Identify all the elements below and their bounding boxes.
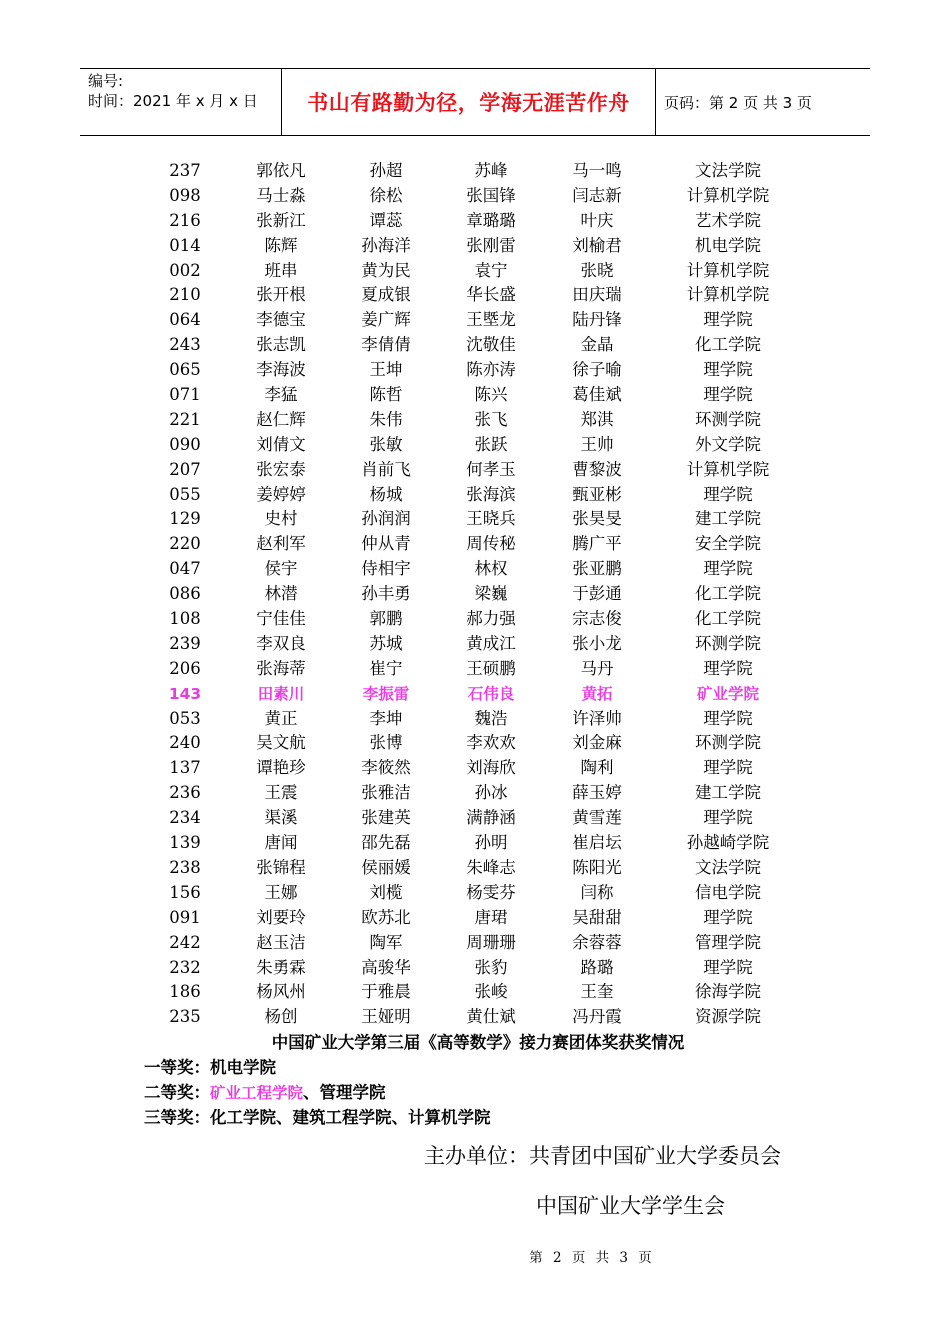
college: 外文学院 <box>695 434 761 454</box>
table-row <box>0 582 950 607</box>
member-3: 张飞 <box>474 409 508 429</box>
team-number: 047 <box>169 559 201 579</box>
member-4: 郑淇 <box>580 409 614 429</box>
member-4: 路璐 <box>580 957 614 977</box>
member-4: 陈阳光 <box>572 857 622 877</box>
member-2: 张敏 <box>369 434 403 454</box>
college: 理学院 <box>703 559 753 579</box>
team-number: 139 <box>169 833 201 853</box>
college: 文法学院 <box>695 857 761 877</box>
table-row <box>0 557 950 582</box>
member-3: 王晓兵 <box>466 509 516 529</box>
table-row <box>0 756 950 781</box>
member-3: 林权 <box>474 559 508 579</box>
member-1: 张新江 <box>256 210 306 230</box>
header-slogan: 书山有路勤为径，学海无涯苦作舟 <box>282 69 656 135</box>
first-prize-label: 一等奖： <box>144 1058 210 1077</box>
third-prize-label: 三等奖： <box>144 1108 210 1127</box>
member-2: 李筱然 <box>361 758 411 778</box>
college: 计算机学院 <box>686 285 770 305</box>
member-2: 于雅晨 <box>361 982 411 1002</box>
member-1: 姜婷婷 <box>256 484 306 504</box>
table-row <box>0 607 950 632</box>
page-header <box>80 68 870 136</box>
header-page-info: 页码：第 2 页 共 3 页 <box>664 93 812 112</box>
member-3: 张海滨 <box>466 484 516 504</box>
member-4: 闫称 <box>580 882 614 902</box>
member-4: 王帅 <box>580 434 614 454</box>
college: 计算机学院 <box>686 260 770 280</box>
table-row <box>0 383 950 408</box>
team-number: 098 <box>169 185 201 205</box>
table-row <box>0 856 950 881</box>
member-2: 孙润润 <box>361 509 411 529</box>
second-prize-label: 二等奖： <box>144 1083 210 1102</box>
member-4: 于彭通 <box>572 584 622 604</box>
member-2: 王娅明 <box>361 1007 411 1027</box>
team-number: 002 <box>169 260 201 280</box>
table-row <box>0 1005 950 1030</box>
college: 艺术学院 <box>695 210 761 230</box>
member-3: 唐珺 <box>474 907 508 927</box>
table-row <box>0 731 950 756</box>
member-4: 冯丹霞 <box>572 1007 622 1027</box>
team-number: 239 <box>169 633 201 653</box>
member-4: 吴甜甜 <box>572 907 622 927</box>
member-1: 李双良 <box>256 633 306 653</box>
college: 化工学院 <box>695 584 761 604</box>
team-number: 221 <box>169 409 201 429</box>
member-4: 崔启坛 <box>572 833 622 853</box>
college: 资源学院 <box>695 1007 761 1027</box>
table-row <box>0 259 950 284</box>
member-4: 金晶 <box>580 335 614 355</box>
team-number: 071 <box>169 385 201 405</box>
member-4: 宗志俊 <box>572 609 622 629</box>
member-2: 刘榄 <box>369 882 403 902</box>
member-1: 刘倩文 <box>256 434 306 454</box>
table-row <box>0 358 950 383</box>
member-3: 杨雯芬 <box>466 882 516 902</box>
number-label: 编号: <box>88 72 124 90</box>
member-4: 徐子喻 <box>572 360 622 380</box>
table-row <box>0 408 950 433</box>
member-1: 史村 <box>264 509 298 529</box>
member-4: 王奎 <box>580 982 614 1002</box>
member-2: 侍相宇 <box>361 559 411 579</box>
member-4: 马一鸣 <box>572 161 622 180</box>
member-1: 陈辉 <box>264 235 298 255</box>
member-1: 吴文航 <box>256 733 306 753</box>
table-row <box>0 657 950 682</box>
table-row <box>0 906 950 931</box>
table-row <box>0 781 950 806</box>
member-1: 王震 <box>264 783 298 803</box>
table-row <box>0 682 950 707</box>
college: 理学院 <box>703 957 753 977</box>
college: 理学院 <box>703 385 753 405</box>
team-number: 234 <box>169 808 201 828</box>
college: 矿业学院 <box>696 684 760 703</box>
member-2: 李振雷 <box>362 684 410 703</box>
team-number: 216 <box>169 210 201 230</box>
college: 建工学院 <box>695 509 761 529</box>
member-1: 田素川 <box>257 684 305 703</box>
college: 管理学院 <box>695 932 761 952</box>
table-row <box>0 806 950 831</box>
member-2: 欧苏北 <box>361 907 411 927</box>
member-2: 邵先磊 <box>361 833 411 853</box>
table-row <box>0 209 950 234</box>
team-number: 014 <box>169 235 201 255</box>
member-4: 许泽帅 <box>572 708 622 728</box>
college: 计算机学院 <box>686 459 770 479</box>
member-2: 王坤 <box>369 360 403 380</box>
organizer-line-2: 中国矿业大学学生会 <box>536 1194 725 1218</box>
member-4: 黄拓 <box>581 684 613 703</box>
member-1: 王娜 <box>264 882 298 902</box>
member-3: 魏浩 <box>474 708 508 728</box>
member-2: 张博 <box>369 733 403 753</box>
college: 机电学院 <box>695 235 761 255</box>
member-2: 张雅洁 <box>361 783 411 803</box>
member-2: 黄为民 <box>361 260 411 280</box>
awards-section <box>0 1029 950 1127</box>
team-number: 237 <box>169 161 201 180</box>
member-1: 张开根 <box>256 285 306 305</box>
college: 理学院 <box>703 907 753 927</box>
member-2: 夏成银 <box>361 285 411 305</box>
member-2: 谭蕊 <box>369 210 403 230</box>
member-2: 张建英 <box>361 808 411 828</box>
college: 理学院 <box>703 484 753 504</box>
second-prize-rest: 、管理学院 <box>303 1083 386 1102</box>
team-number: 064 <box>169 310 201 330</box>
member-1: 张志凯 <box>256 335 306 355</box>
member-3: 陈兴 <box>474 385 508 405</box>
page-footer: 第 2 页 共 3 页 <box>529 1250 655 1266</box>
college: 徐海学院 <box>695 982 761 1002</box>
member-3: 张刚雷 <box>466 235 516 255</box>
member-4: 曹黎波 <box>572 459 622 479</box>
table-row <box>0 831 950 856</box>
table-row <box>0 458 950 483</box>
team-number: 207 <box>169 459 201 479</box>
member-1: 赵利军 <box>256 534 306 554</box>
table-row <box>0 333 950 358</box>
member-3: 孙明 <box>474 833 508 853</box>
member-3: 黄成江 <box>466 633 516 653</box>
member-4: 腾广平 <box>572 534 622 554</box>
team-number: 232 <box>169 957 201 977</box>
member-1: 杨创 <box>264 1007 298 1027</box>
table-row <box>0 707 950 732</box>
table-row <box>0 308 950 333</box>
team-number: 055 <box>169 484 201 504</box>
college: 环测学院 <box>695 633 761 653</box>
member-3: 张跃 <box>474 434 508 454</box>
member-1: 赵玉洁 <box>256 932 306 952</box>
member-3: 王硕鹏 <box>466 658 516 678</box>
member-1: 李德宝 <box>256 310 306 330</box>
member-4: 叶庆 <box>580 210 614 230</box>
member-3: 周传秘 <box>466 534 516 554</box>
member-1: 李猛 <box>264 385 298 405</box>
member-2: 孙超 <box>369 161 403 180</box>
member-4: 薛玉婷 <box>572 783 622 803</box>
member-4: 张亚鹏 <box>572 559 622 579</box>
member-3: 梁巍 <box>474 584 508 604</box>
member-3: 刘海欣 <box>466 758 516 778</box>
member-3: 满静涵 <box>466 808 516 828</box>
member-1: 杨风州 <box>256 982 306 1002</box>
member-4: 葛佳斌 <box>572 385 622 405</box>
team-number: 065 <box>169 360 201 380</box>
team-number: 090 <box>169 434 201 454</box>
member-2: 李倩倩 <box>361 335 411 355</box>
member-4: 张小龙 <box>572 633 622 653</box>
member-1: 渠溪 <box>264 808 298 828</box>
member-2: 崔宁 <box>369 658 403 678</box>
table-row <box>0 234 950 259</box>
college: 计算机学院 <box>686 185 770 205</box>
member-3: 孙冰 <box>474 783 508 803</box>
college: 文法学院 <box>695 161 761 180</box>
team-number: 091 <box>169 907 201 927</box>
member-4: 甄亚彬 <box>572 484 622 504</box>
team-number: 238 <box>169 857 201 877</box>
team-number: 210 <box>169 285 201 305</box>
table-row <box>0 507 950 532</box>
member-3: 陈亦涛 <box>466 360 516 380</box>
member-1: 郭依凡 <box>256 161 306 180</box>
member-2: 陶军 <box>369 932 403 952</box>
team-number: 108 <box>169 609 201 629</box>
member-2: 侯丽媛 <box>361 857 411 877</box>
member-3: 石伟良 <box>467 684 515 703</box>
table-row <box>0 483 950 508</box>
member-3: 黄仕斌 <box>466 1007 516 1027</box>
member-1: 侯宇 <box>264 559 298 579</box>
member-4: 张昊旻 <box>572 509 622 529</box>
college: 理学院 <box>703 708 753 728</box>
member-3: 沈敬佳 <box>466 335 516 355</box>
awards-title: 中国矿业大学第三届《高等数学》接力赛团体奖获奖情况 <box>271 1033 685 1052</box>
member-1: 林潜 <box>264 584 298 604</box>
member-2: 朱伟 <box>369 409 403 429</box>
member-2: 陈哲 <box>369 385 403 405</box>
member-4: 余蓉蓉 <box>572 932 622 952</box>
team-number: 235 <box>169 1007 201 1027</box>
team-roster <box>0 159 950 1030</box>
first-prize <box>144 1056 276 1080</box>
member-3: 李欢欢 <box>466 733 516 753</box>
member-1: 谭艳珍 <box>256 758 306 778</box>
member-3: 何孝玉 <box>466 459 516 479</box>
organizer-line-1: 主办单位：共青团中国矿业大学委员会 <box>424 1144 781 1168</box>
member-1: 张海蒂 <box>256 658 306 678</box>
member-1: 宁佳佳 <box>256 609 306 629</box>
member-3: 张豹 <box>474 957 508 977</box>
member-3: 张峻 <box>474 982 508 1002</box>
member-3: 苏峰 <box>474 161 508 180</box>
college: 信电学院 <box>695 882 761 902</box>
table-row <box>0 956 950 981</box>
member-2: 肖前飞 <box>361 459 411 479</box>
college: 理学院 <box>703 310 753 330</box>
table-row <box>0 632 950 657</box>
college: 建工学院 <box>695 783 761 803</box>
table-row <box>0 159 950 184</box>
college: 化工学院 <box>695 335 761 355</box>
member-2: 孙海洋 <box>361 235 411 255</box>
team-number: 206 <box>169 658 201 678</box>
team-number: 220 <box>169 534 201 554</box>
table-row <box>0 532 950 557</box>
team-number: 240 <box>169 733 201 753</box>
member-1: 唐闻 <box>264 833 298 853</box>
third-prize <box>144 1106 491 1130</box>
member-2: 李坤 <box>369 708 403 728</box>
member-2: 高骏华 <box>361 957 411 977</box>
team-number: 156 <box>169 882 201 902</box>
member-4: 陶利 <box>580 758 614 778</box>
member-4: 刘榆君 <box>572 235 622 255</box>
member-1: 马士淼 <box>256 185 306 205</box>
member-2: 郭鹏 <box>369 609 403 629</box>
member-4: 田庆瑞 <box>572 285 622 305</box>
table-row <box>0 980 950 1005</box>
team-number: 243 <box>169 335 201 355</box>
team-number: 143 <box>168 684 202 703</box>
team-number: 137 <box>169 758 201 778</box>
table-row <box>0 931 950 956</box>
table-row <box>0 184 950 209</box>
member-2: 苏城 <box>369 633 403 653</box>
member-1: 黄正 <box>264 708 298 728</box>
member-3: 郝力强 <box>466 609 516 629</box>
member-3: 张国锋 <box>466 185 516 205</box>
member-2: 姜广辉 <box>361 310 411 330</box>
member-4: 张晓 <box>580 260 614 280</box>
header-meta <box>80 69 282 135</box>
member-4: 刘金麻 <box>572 733 622 753</box>
member-4: 马丹 <box>580 658 614 678</box>
table-row <box>0 881 950 906</box>
team-number: 086 <box>169 584 201 604</box>
college: 理学院 <box>703 758 753 778</box>
college: 环测学院 <box>695 409 761 429</box>
team-number: 186 <box>169 982 201 1002</box>
member-3: 袁宁 <box>474 260 508 280</box>
member-4: 黄雪莲 <box>572 808 622 828</box>
table-row <box>0 433 950 458</box>
first-prize-value: 机电学院 <box>210 1058 276 1077</box>
college: 安全学院 <box>695 534 761 554</box>
member-1: 刘要玲 <box>256 907 306 927</box>
member-3: 王塈龙 <box>466 310 516 330</box>
college: 孙越崎学院 <box>686 833 770 853</box>
member-3: 华长盛 <box>466 285 516 305</box>
member-1: 张锦程 <box>256 857 306 877</box>
member-1: 班串 <box>264 260 298 280</box>
team-number: 129 <box>169 509 201 529</box>
team-number: 053 <box>169 708 201 728</box>
member-2: 仲从青 <box>361 534 411 554</box>
team-number: 242 <box>169 932 201 952</box>
time-label: 时间：2021 年 x 月 x 日 <box>88 92 258 110</box>
college: 理学院 <box>703 360 753 380</box>
member-2: 徐松 <box>369 185 403 205</box>
member-3: 朱峰志 <box>466 857 516 877</box>
member-3: 章璐璐 <box>466 210 516 230</box>
table-row <box>0 283 950 308</box>
member-1: 朱勇霖 <box>256 957 306 977</box>
college: 环测学院 <box>695 733 761 753</box>
member-2: 孙丰勇 <box>361 584 411 604</box>
second-prize <box>144 1081 386 1105</box>
third-prize-value: 化工学院、建筑工程学院、计算机学院 <box>210 1108 491 1127</box>
member-2: 杨城 <box>369 484 403 504</box>
member-3: 周珊珊 <box>466 932 516 952</box>
college: 理学院 <box>703 808 753 828</box>
team-number: 236 <box>169 783 201 803</box>
member-4: 闫志新 <box>572 185 622 205</box>
member-1: 张宏泰 <box>256 459 306 479</box>
member-4: 陆丹锋 <box>572 310 622 330</box>
member-1: 赵仁辉 <box>256 409 306 429</box>
second-prize-highlight: 矿业工程学院 <box>210 1084 304 1102</box>
college: 化工学院 <box>695 609 761 629</box>
member-1: 李海波 <box>256 360 306 380</box>
college: 理学院 <box>703 658 753 678</box>
